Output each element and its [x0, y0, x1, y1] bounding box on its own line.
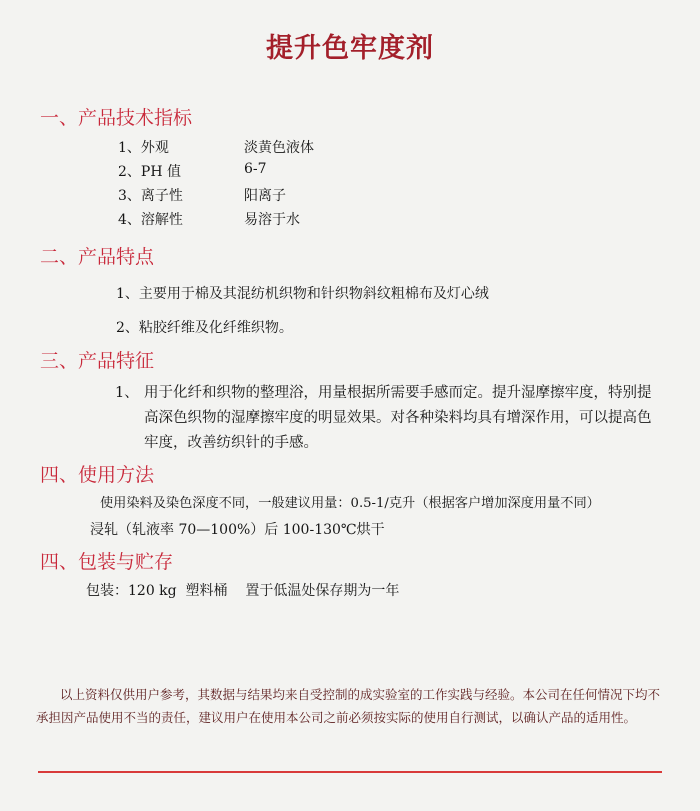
- list-number: 1、: [115, 385, 139, 401]
- characteristics-paragraph: [115, 381, 664, 456]
- spec-value: 易溶于水: [244, 212, 300, 228]
- spec-value: 淡黄色液体: [244, 140, 314, 156]
- usage-line: 使用染料及染色深度不同，一般建议用量：0.5-1/克升（根据客户增加深度用量不同）: [100, 496, 600, 511]
- section-heading-specs: 一、产品技术指标: [40, 107, 193, 129]
- spec-label: 2、PH 值: [118, 164, 181, 180]
- disclaimer-note: 以上资料仅供用户参考，其数据与结果均来自受控制的成实验室的工作实践与经验。本公司在任何情况下均不承担因产品使用不当的责任，建议用户在使用本公司之前必须按实际的使用自行测试，以确认产品的适用性。: [36, 687, 661, 725]
- characteristics-text: 用于化纤和织物的整理浴，用量根据所需要手感而定。提升湿摩擦牢度，特别提高深色织物的湿摩擦牢度的明显效果。对各种染料均具有增深作用，可以提高色牢度，改善纺织针的手感。: [144, 385, 652, 451]
- usage-line: 浸轧（轧液率 70—100%）后 100-130℃烘干: [90, 522, 385, 538]
- packaging-line: 包装：120 kg 塑料桶 置于低温处保存期为一年: [86, 583, 400, 599]
- feature-item: 1、主要用于棉及其混纺机织物和针织物斜纹粗棉布及灯心绒: [116, 286, 489, 302]
- spec-label: 4、溶解性: [118, 212, 183, 228]
- section-heading-features: 二、产品特点: [40, 246, 155, 268]
- section-heading-usage: 四、使用方法: [40, 464, 155, 486]
- feature-item: 2、粘胶纤维及化纤维织物。: [116, 320, 293, 336]
- spec-value: 阳离子: [244, 188, 286, 204]
- footer-divider: [38, 771, 662, 773]
- spec-label: 1、外观: [118, 140, 169, 156]
- section-heading-characteristics: 三、产品特征: [40, 350, 155, 372]
- spec-label: 3、离子性: [118, 188, 183, 204]
- document-title: 提升色牢度剂: [266, 33, 434, 64]
- spec-value: 6-7: [244, 161, 267, 177]
- section-heading-packaging: 四、包装与贮存: [40, 551, 174, 573]
